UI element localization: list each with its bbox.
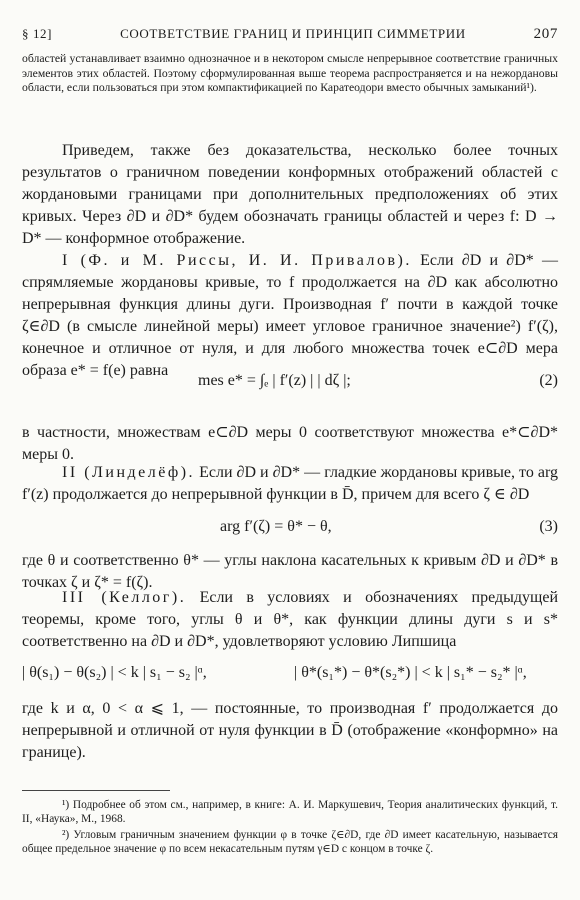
theorem-1-after: в частности, множествам e⊂∂D меры 0 соответствуют множества e*⊂∂D* меры 0. [22, 424, 558, 463]
theorem-3-after: где k и α, 0 < α ⩽ 1, — постоянные, то производная f′ продолжается до непрерывной и отличной от нуля функции в D̄ (отображение «конформно» на границе). [22, 700, 558, 761]
theorem-1-label: I (Ф. и М. Риссы, И. И. Привалов). [62, 252, 412, 269]
formula-2-number: (2) [539, 372, 558, 389]
theorem-3-paragraph [22, 587, 558, 653]
footnote-2: ²) Угловым граничным значением функции φ в точке ζ∈∂D, где ∂D имеет касательную, называется общее предельное значение φ по всем некасательным путям γ∈D с концом в точке ζ. [22, 829, 558, 856]
running-header [22, 26, 558, 43]
lipschitz-formula-b: | θ*(s₁*) − θ*(s₂*) | < k | s₁* − s₂* |ᵅ, [294, 664, 527, 681]
formula-2-body: mes e* = ∫ₑ | f′(z) | | dζ |; [198, 372, 351, 389]
footnote-1: ¹) Подробнее об этом см., например, в книге: А. И. Маркушевич, Теория аналитических функций, т. II, «Наука», М., 1968. [22, 799, 558, 826]
theorem-2-paragraph [22, 462, 558, 506]
theorem-3-text: Если в условиях и обозначениях предыдущей теоремы, кроме того, углы θ и θ*, как функции длины дуги s и s* соответственно на ∂D и ∂D*, удовлетворяют условию Липшица [22, 589, 559, 650]
footnote-divider [22, 790, 170, 791]
page-number: 207 [533, 26, 558, 42]
section-ref: § 12] [22, 26, 53, 41]
theorem-2-text: Если ∂D и ∂D* — гладкие жордановы кривые, то arg f′(z) продолжается до непрерывной функции в D̄, причем для всего ζ ∈ ∂D [22, 464, 559, 503]
lipschitz-formula [22, 664, 558, 690]
lipschitz-formula-a: | θ(s₁) − θ(s₂) | < k | s₁ − s₂ |ᵅ, [22, 664, 207, 681]
theorem-2-label: II (Линделёф). [62, 464, 196, 481]
formula-2 [22, 372, 558, 396]
formula-3-number: (3) [539, 518, 558, 535]
theorem-1-text: Если ∂D и ∂D* — спрямляемые жордановы кривые, то f продолжается на ∂D как абсолютно непрерывная функция длины дуги. Производная f′ почти в каждой точке ζ∈∂D (в смысле линейной меры) имеет угловое граничное значение²) f′(ζ), конечное и отличное от нуля, и для любого множества точек e⊂∂D мера образа e* = f(e) равна [22, 252, 558, 379]
formula-3-body: arg f′(ζ) = θ* − θ, [220, 518, 332, 535]
intro-paragraph: Приведем, также без доказательства, несколько более точных результатов о граничном поведении конформных отображений областей с жордановыми границами при дополнительных предположениях об этих кривых. Через ∂D и ∂D* будем обозначать границы областей и через f: D → D* — конформное отображение. [22, 142, 558, 247]
theorem-2-after: где θ и соответственно θ* — углы наклона касательных к кривым ∂D и ∂D* в точках ζ и ζ* = f(ζ). [22, 552, 558, 591]
formula-3 [22, 518, 558, 542]
theorem-3-label: III (Келлог). [62, 589, 187, 606]
theorem-1-paragraph [22, 250, 558, 382]
running-title: СООТВЕТСТВИЕ ГРАНИЦ И ПРИНЦИП СИММЕТРИИ [120, 26, 466, 41]
intro-small-paragraph: областей устанавливает взаимно однозначное и в некотором смысле непрерывное соответствие граничных элементов этих областей. Поэтому сформулированная выше теорема распространяется и на нежордановы области, если пользоваться при этом компактификацией по Каратеодори вместо обычных замыканий¹). [22, 52, 558, 95]
